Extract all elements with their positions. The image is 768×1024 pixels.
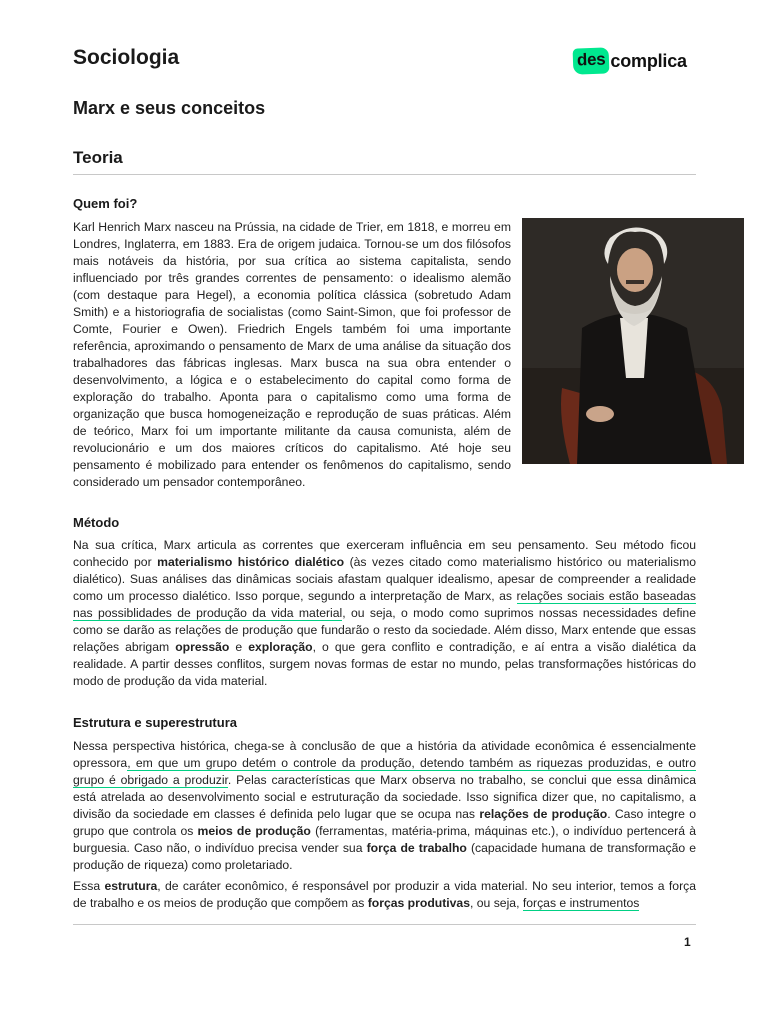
metodo-text-2: (às vezes citado como materialismo histórico ou materialismo dialético). Suas análises das dinâmicas sociais afastam qualquer idealismo, apesar de compreender a realidade como um processo dialético. Isso porque, segundo a interpretação de Marx, as xyxy=(73,555,696,603)
metodo-bold-opressao: opressão xyxy=(175,640,230,654)
heading-estrutura: Estrutura e superestrutura xyxy=(73,715,237,730)
portrait-illustration xyxy=(522,218,744,464)
metodo-text-4: e xyxy=(229,640,249,654)
metodo-text-3: , ou seja, o modo como suprimos nossas necessidades define como se darão as relações de produção que fundarão o resto da sociedade. Além disso, Marx entende que essas relações abrigam xyxy=(73,606,696,654)
section-title: Teoria xyxy=(73,148,123,167)
metodo-bold-materialismo: materialismo histórico dialético xyxy=(157,555,345,569)
logo-des-part: des xyxy=(573,47,610,74)
logo-complica-part: complica xyxy=(610,50,687,71)
estrutura-bold-meios: meios de produção xyxy=(197,824,311,838)
top-divider xyxy=(73,174,696,175)
karl-marx-portrait xyxy=(522,218,744,464)
estrutura2-text-3: , ou seja, xyxy=(470,896,523,910)
estrutura2-bold-forcas: forças produtivas xyxy=(367,896,470,910)
subject-title: Sociologia xyxy=(73,46,180,69)
estrutura-bold-relacoes: relações de produção xyxy=(479,807,608,821)
paragraph-metodo xyxy=(73,537,696,690)
estrutura-text-4: (ferramentas, matéria-prima, máquinas etc.), o indivíduo pertencerá à burguesia. Caso não, o indivíduo precisa vender sua xyxy=(73,824,696,855)
estrutura-text-1: Nessa perspectiva histórica, chega-se à conclusão de que a história da atividade econômica é essencialmente opressora xyxy=(73,739,696,770)
metodo-text-1: Na sua crítica, Marx articula as correntes que exerceram influência em seu pensamento. Seu método ficou conhecido por xyxy=(73,538,696,569)
metodo-bold-exploracao: exploração xyxy=(248,640,313,654)
paragraph-estrutura xyxy=(73,738,696,874)
descomplica-logo[interactable] xyxy=(573,46,687,76)
estrutura2-text-1: Essa xyxy=(73,879,105,893)
bottom-divider xyxy=(73,924,696,925)
heading-quem-foi: Quem foi? xyxy=(73,196,138,211)
estrutura2-text-2: , de caráter econômico, é responsável por produzir a vida material. No seu interior, temos a força de trabalho e os meios de produção que compõem as xyxy=(73,879,697,910)
page-title: Marx e seus conceitos xyxy=(73,98,266,118)
metodo-text-5: , o que gera conflito e contradição, e aí entra a visão dialética da realidade. A partir desses conflitos, surgem novas formas de estar no mundo, pelas transformações históricas do modo de produção da vida material. xyxy=(73,640,697,688)
estrutura-text-5: (capacidade humana de transformação e produção de riqueza) como proletariado. xyxy=(73,841,697,872)
estrutura-text-2: . Pelas características que Marx observa no trabalho, se conclui que essa dinâmica está atrelada ao desenvolvimento social e estruturação da sociedade. Isso significa dizer que, no capitalismo, a divisão da sociedade em classes é definida pelo lugar que se ocupa nas xyxy=(73,773,696,821)
estrutura-text-3: . Caso integre o grupo que controla os xyxy=(73,807,696,838)
estrutura-bold-forca: força de trabalho xyxy=(366,841,467,855)
paragraph-estrutura-2 xyxy=(73,878,696,912)
metodo-highlight-relacoes: relações sociais estão baseadas nas possiblidades de produção da vida material xyxy=(73,589,696,620)
paragraph-quem-foi: Karl Henrich Marx nasceu na Prússia, na cidade de Trier, em 1818, e morreu em Londres, Inglaterra, em 1883. Era de origem judaica. Tornou-se um dos filósofos mais notáveis da história, por sua crítica ao sistema capitalista, sendo influenciado por três grandes correntes de pensamento: o idealismo alemão (com destaque para Hegel), a economia política clássica (sobretudo Adam Smith) e a historiografia de socialistas (como Saint-Simon, que foi professor de Comte, Fourier e Owen). Friedrich Engels também foi uma importante referência, aproximando o pensamento de Marx de uma análise da situação dos trabalhadores das fábricas inglesas. Marx busca na sua obra entender o desenvolvimento, a lógica e o estabelecimento do capital como forma de exploração do trabalho. Aponta para o capitalismo como uma forma de organização que busca homogeneização e reprodução de suas práticas. Além de teórico, Marx foi um importante militante da causa comunista, além de revolucionário e um dos maiores críticos do capitalismo. Até hoje seu pensamento é mobilizado para entender os fenômenos do capitalismo, sendo considerado um pensador contemporâneo. xyxy=(73,220,511,489)
estrutura-highlight-grupo: , em que um grupo detém o controle da produção, detendo também as riquezas produzidas, e outro grupo é obrigado a produzir xyxy=(73,756,696,787)
estrutura2-bold-estrutura: estrutura xyxy=(104,879,158,893)
heading-metodo: Método xyxy=(73,515,120,530)
page-number: 1 xyxy=(684,935,691,949)
estrutura2-highlight-forcas: forças e instrumentos xyxy=(522,896,640,910)
